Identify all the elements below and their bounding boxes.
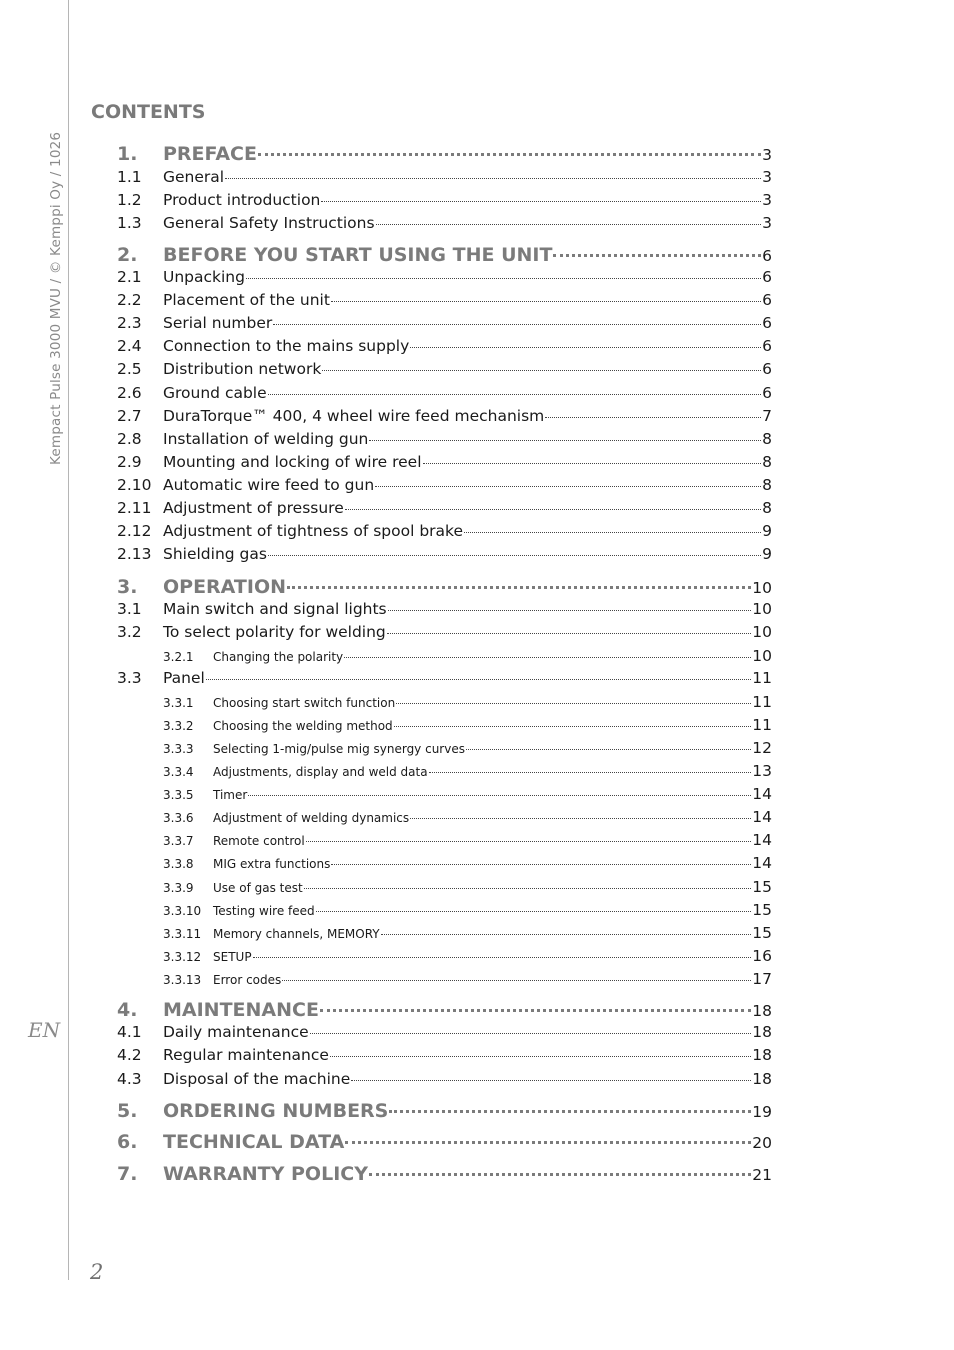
toc-entry-page: 10 [752, 647, 772, 665]
toc-entry-number: 3.1 [117, 600, 142, 618]
toc-entry-title: Memory channels, MEMORY [213, 927, 380, 941]
toc-entry-page: 8 [762, 430, 772, 448]
toc-entry-number: 2.10 [117, 476, 152, 494]
toc-entry-title: Changing the polarity [213, 650, 344, 664]
toc-entry-number: 2.2 [117, 291, 142, 309]
toc-entry-number: 2.8 [117, 430, 142, 448]
toc-entry-number: 3.3.13 [163, 973, 202, 987]
toc-entry-number: 3.3.6 [163, 811, 194, 825]
toc-entry-page: 18 [752, 1002, 772, 1020]
toc-entry-page: 6 [762, 314, 772, 332]
toc-entry-number: 2.9 [117, 453, 142, 471]
dot-leader [273, 324, 761, 325]
dot-leader [246, 278, 761, 279]
toc-entry-number: 3.3.4 [163, 765, 194, 779]
toc-entry-page: 15 [752, 901, 772, 919]
toc-entry-page: 6 [762, 384, 772, 402]
toc-entry-title: Adjustments, display and weld data [213, 765, 428, 779]
dot-leader [321, 201, 761, 202]
toc-entry-page: 3 [762, 146, 772, 164]
toc-entry-page: 14 [752, 854, 772, 872]
toc-entry-title: Selecting 1-mig/pulse mig synergy curves [213, 742, 465, 756]
toc-entry[interactable] [117, 785, 772, 803]
toc-entry-page: 20 [752, 1134, 772, 1152]
toc-entry-number: 3.3.8 [163, 857, 194, 871]
toc-entry[interactable] [117, 1100, 772, 1122]
dot-leader [206, 679, 751, 680]
toc-entry[interactable] [117, 545, 772, 563]
toc-entry[interactable] [117, 739, 772, 757]
toc-entry[interactable] [117, 901, 772, 919]
toc-entry[interactable] [117, 854, 772, 872]
toc-entry-number: 3.3.7 [163, 834, 194, 848]
toc-entry-number: 3. [117, 576, 138, 598]
dot-leader [381, 934, 752, 935]
dot-leader [331, 864, 751, 865]
toc-entry-page: 13 [752, 762, 772, 780]
toc-entry[interactable] [117, 499, 772, 517]
toc-entry-title: Serial number [163, 314, 273, 332]
toc-entry[interactable] [117, 1023, 772, 1041]
toc-entry-number: 5. [117, 1100, 138, 1122]
toc-entry-page: 8 [762, 499, 772, 517]
toc-entry-number: 2.11 [117, 499, 152, 517]
toc-entry-page: 14 [752, 831, 772, 849]
toc-entry-number: 3.2 [117, 623, 142, 641]
dot-leader [369, 440, 761, 441]
toc-entry-number: 1.2 [117, 191, 142, 209]
toc-entry-number: 1. [117, 143, 138, 165]
dot-leader [545, 417, 761, 418]
toc-entry-title: Remote control [213, 834, 305, 848]
toc-entry-page: 10 [752, 579, 772, 597]
toc-entry-title: Adjustment of welding dynamics [213, 811, 410, 825]
toc-entry-title: Panel [163, 669, 205, 687]
toc-entry-page: 9 [762, 522, 772, 540]
contents-heading: CONTENTS [91, 101, 206, 123]
dot-leader [253, 957, 752, 958]
toc-entry[interactable] [117, 143, 772, 165]
toc-entry-number: 2.5 [117, 360, 142, 378]
dot-leader [466, 749, 751, 750]
toc-entry[interactable] [117, 576, 772, 598]
toc-entry-title: Error codes [213, 973, 282, 987]
toc-entry[interactable] [117, 1070, 772, 1088]
toc-entry[interactable] [117, 762, 772, 780]
toc-entry-page: 7 [762, 407, 772, 425]
toc-entry-title: Installation of welding gun [163, 430, 369, 448]
toc-entry-number: 7. [117, 1163, 138, 1185]
toc-entry[interactable] [117, 1131, 772, 1153]
dot-leader [345, 509, 761, 510]
toc-entry-number: 3.3 [117, 669, 142, 687]
dot-leader [320, 1009, 751, 1012]
document-identifier: Kempact Pulse 3000 MVU / © Kemppi Oy / 1026 [48, 131, 64, 465]
toc-entry-title: Mounting and locking of wire reel [163, 453, 422, 471]
dot-leader [429, 772, 752, 773]
toc-entry-number: 2. [117, 244, 138, 266]
toc-entry[interactable] [117, 191, 772, 209]
toc-entry-page: 18 [752, 1023, 772, 1041]
toc-entry-page: 11 [752, 669, 772, 687]
toc-entry-title: MIG extra functions [213, 857, 331, 871]
toc-entry-title: Adjustment of tightness of spool brake [163, 522, 463, 540]
toc-entry[interactable] [117, 808, 772, 826]
toc-entry[interactable] [117, 716, 772, 734]
toc-entry-page: 18 [752, 1070, 772, 1088]
toc-entry[interactable] [117, 693, 772, 711]
toc-entry-title: Daily maintenance [163, 1023, 309, 1041]
toc-entry[interactable] [117, 476, 772, 494]
toc-entry-page: 9 [762, 545, 772, 563]
toc-entry[interactable] [117, 1046, 772, 1064]
toc-entry[interactable] [117, 291, 772, 309]
toc-entry[interactable] [117, 453, 772, 471]
toc-entry-page: 12 [752, 739, 772, 757]
toc-entry[interactable] [117, 970, 772, 988]
toc-entry-page: 11 [752, 716, 772, 734]
toc-entry-number: 6. [117, 1131, 138, 1153]
toc-entry-title: PREFACE [163, 143, 257, 165]
toc-entry-number: 1.3 [117, 214, 142, 232]
dot-leader [258, 153, 761, 156]
toc-entry-title: To select polarity for welding [163, 623, 386, 641]
toc-entry-title: WARRANTY POLICY [163, 1163, 368, 1185]
dot-leader [306, 841, 752, 842]
toc-entry-page: 10 [752, 600, 772, 618]
toc-entry[interactable] [117, 360, 772, 378]
toc-entry-page: 8 [762, 476, 772, 494]
toc-entry-title: Testing wire feed [213, 904, 315, 918]
dot-leader [344, 657, 751, 658]
toc-entry-title: Connection to the mains supply [163, 337, 410, 355]
toc-entry-number: 3.3.10 [163, 904, 202, 918]
toc-entry-page: 8 [762, 453, 772, 471]
toc-entry-number: 2.1 [117, 268, 142, 286]
toc-entry-title: ORDERING NUMBERS [163, 1100, 389, 1122]
toc-entry[interactable] [117, 168, 772, 186]
dot-leader [369, 1173, 751, 1176]
toc-entry-title: BEFORE YOU START USING THE UNIT [163, 244, 553, 266]
dot-leader [287, 586, 751, 589]
toc-entry-number: 3.3.9 [163, 881, 194, 895]
toc-entry-number: 3.3.5 [163, 788, 194, 802]
toc-entry-page: 6 [762, 360, 772, 378]
toc-entry[interactable] [117, 831, 772, 849]
toc-entry-page: 15 [752, 924, 772, 942]
dot-leader [282, 980, 751, 981]
dot-leader [331, 301, 761, 302]
dot-leader [225, 178, 761, 179]
toc-entry-page: 3 [762, 168, 772, 186]
dot-leader [376, 224, 762, 225]
toc-entry[interactable] [117, 878, 772, 896]
toc-entry-title: Automatic wire feed to gun [163, 476, 375, 494]
toc-entry[interactable] [117, 647, 772, 665]
toc-entry-page: 3 [762, 191, 772, 209]
toc-entry[interactable] [117, 214, 772, 232]
toc-entry-title: Adjustment of pressure [163, 499, 344, 517]
toc-entry-number: 2.12 [117, 522, 152, 540]
dot-leader [410, 818, 751, 819]
toc-entry[interactable] [117, 407, 772, 425]
toc-entry-number: 4.3 [117, 1070, 142, 1088]
toc-entry-number: 3.2.1 [163, 650, 194, 664]
toc-entry-number: 2.3 [117, 314, 142, 332]
toc-entry[interactable] [117, 1163, 772, 1185]
toc-entry-number: 3.3.2 [163, 719, 194, 733]
toc-entry-title: Regular maintenance [163, 1046, 329, 1064]
toc-entry-number: 2.7 [117, 407, 142, 425]
dot-leader [322, 370, 761, 371]
dot-leader [345, 1141, 751, 1144]
toc-entry[interactable] [117, 314, 772, 332]
toc-entry[interactable] [117, 522, 772, 540]
dot-leader [304, 888, 752, 889]
toc-entry-title: SETUP [213, 950, 252, 964]
dot-leader [410, 347, 761, 348]
toc-entry-number: 4.2 [117, 1046, 142, 1064]
toc-entry-title: General [163, 168, 225, 186]
dot-leader [310, 1033, 752, 1034]
dot-leader [394, 726, 752, 727]
toc-entry[interactable] [117, 669, 772, 687]
toc-entry[interactable] [117, 384, 772, 402]
toc-entry[interactable] [117, 430, 772, 448]
toc-entry-page: 15 [752, 878, 772, 896]
dot-leader [423, 463, 762, 464]
toc-entry-title: General Safety Instructions [163, 214, 375, 232]
toc-entry-title: Product introduction [163, 191, 321, 209]
dot-leader [330, 1056, 751, 1057]
page-number: 2 [90, 1260, 104, 1284]
toc-entry-number: 4. [117, 999, 138, 1021]
toc-entry-title: OPERATION [163, 576, 286, 598]
toc-entry-title: Shielding gas [163, 545, 267, 563]
toc-entry-number: 2.13 [117, 545, 152, 563]
dot-leader [268, 394, 761, 395]
toc-entry-page: 14 [752, 785, 772, 803]
toc-entry-number: 2.4 [117, 337, 142, 355]
toc-entry-title: Distribution network [163, 360, 322, 378]
toc-entry-title: Unpacking [163, 268, 245, 286]
language-code: EN [28, 1018, 61, 1042]
dot-leader [387, 633, 751, 634]
toc-entry[interactable] [117, 947, 772, 965]
toc-entry-page: 17 [752, 970, 772, 988]
toc-entry-title: MAINTENANCE [163, 999, 319, 1021]
dot-leader [388, 610, 752, 611]
dot-leader [464, 532, 761, 533]
toc-entry-page: 6 [762, 247, 772, 265]
toc-entry-title: Choosing start switch function [213, 696, 396, 710]
toc-entry-number: 3.3.3 [163, 742, 194, 756]
toc-entry-number: 3.3.11 [163, 927, 202, 941]
toc-entry[interactable] [117, 600, 772, 618]
toc-entry-page: 14 [752, 808, 772, 826]
dot-leader [389, 1110, 751, 1113]
toc-entry-number: 1.1 [117, 168, 142, 186]
toc-entry-page: 6 [762, 291, 772, 309]
dot-leader [351, 1080, 751, 1081]
toc-entry-page: 6 [762, 337, 772, 355]
toc-entry[interactable] [117, 337, 772, 355]
dot-leader [396, 703, 751, 704]
toc-entry-title: Use of gas test [213, 881, 303, 895]
toc-entry-page: 18 [752, 1046, 772, 1064]
toc-entry-title: Ground cable [163, 384, 267, 402]
toc-entry-page: 16 [752, 947, 772, 965]
toc-entry[interactable] [117, 924, 772, 942]
dot-leader [268, 555, 761, 556]
toc-entry[interactable] [117, 244, 772, 266]
dot-leader [553, 254, 761, 257]
dot-leader [248, 795, 751, 796]
toc-entry-title: Choosing the welding method [213, 719, 393, 733]
toc-entry-title: Placement of the unit [163, 291, 330, 309]
toc-entry-title: DuraTorque™ 400, 4 wheel wire feed mechanism [163, 407, 545, 425]
dot-leader [375, 486, 761, 487]
left-margin-rule [68, 0, 69, 1280]
toc-entry-page: 3 [762, 214, 772, 232]
toc-entry-page: 10 [752, 623, 772, 641]
toc-entry-page: 19 [752, 1103, 772, 1121]
toc-entry-title: Timer [213, 788, 248, 802]
toc-entry[interactable] [117, 623, 772, 641]
toc-entry-number: 3.3.1 [163, 696, 194, 710]
toc-entry-number: 2.6 [117, 384, 142, 402]
toc-entry-title: Disposal of the machine [163, 1070, 351, 1088]
toc-entry[interactable] [117, 268, 772, 286]
toc-entry-number: 4.1 [117, 1023, 142, 1041]
toc-entry-page: 6 [762, 268, 772, 286]
dot-leader [316, 911, 752, 912]
toc-entry-page: 21 [752, 1166, 772, 1184]
toc-entry-number: 3.3.12 [163, 950, 202, 964]
toc-entry-title: Main switch and signal lights [163, 600, 387, 618]
toc-entry-page: 11 [752, 693, 772, 711]
toc-entry-title: TECHNICAL DATA [163, 1131, 345, 1153]
toc-entry[interactable] [117, 999, 772, 1021]
